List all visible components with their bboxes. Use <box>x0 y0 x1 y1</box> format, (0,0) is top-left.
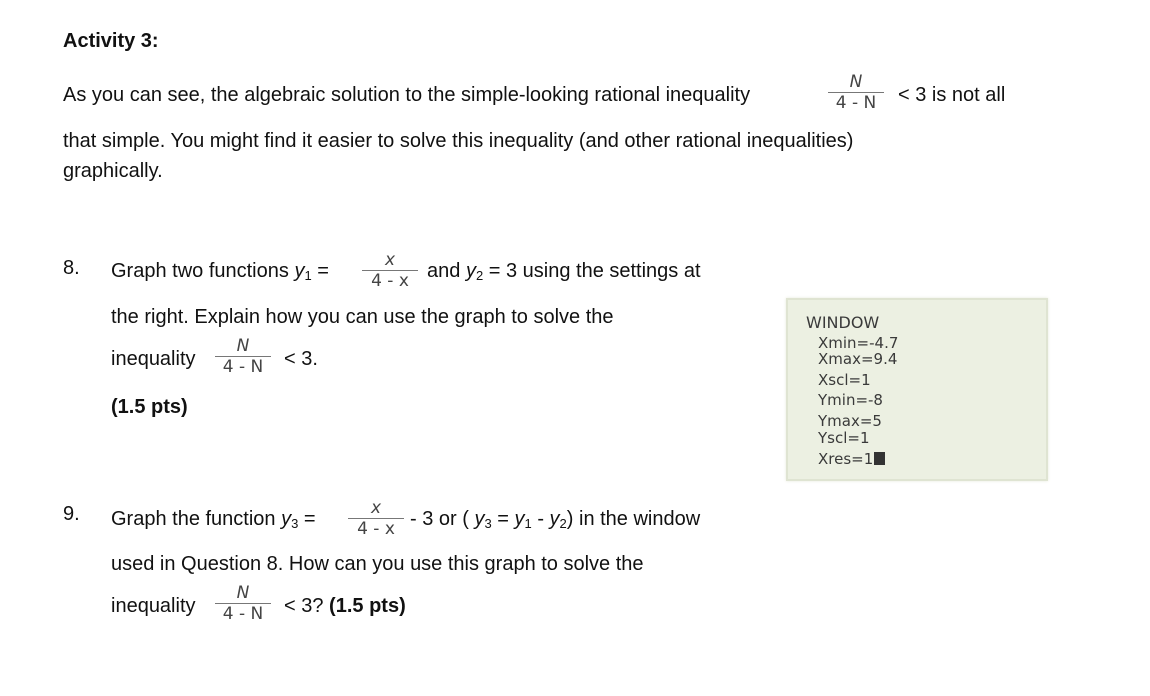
q9-equals: = <box>303 508 316 530</box>
q9-text-3: ) in the window <box>566 508 701 530</box>
q9-fraction-1 <box>346 498 406 539</box>
q8-fraction-2-denominator: 4 - N <box>222 357 264 377</box>
window-xres-text: Xres=1 <box>818 450 874 468</box>
q8-line-1 <box>111 260 329 283</box>
q9-line-1 <box>111 508 316 531</box>
q9-y3b-sub: 3 <box>484 516 492 531</box>
cursor-block-icon <box>874 452 885 465</box>
q8-y1: y <box>294 260 305 282</box>
intro-line-3: graphically. <box>63 160 163 182</box>
q8-fraction-1 <box>360 250 420 291</box>
q9-text-2: - 3 or ( <box>410 508 469 530</box>
window-xmax: Xmax=9.4 <box>818 350 898 368</box>
q9-y3-sub: 3 <box>291 516 299 531</box>
window-xmin: Xmin=-4.7 <box>818 334 899 352</box>
intro-line-2: that simple. You might find it easier to solve this inequality (and other rational inequalities) <box>63 130 854 152</box>
intro-fraction-denominator: 4 - N <box>835 93 877 113</box>
window-yscl: Yscl=1 <box>818 429 870 447</box>
q9-y3b: y <box>474 508 485 530</box>
q8-text-1: Graph two functions <box>111 260 289 282</box>
window-xres <box>818 452 885 467</box>
q8-text-2: and <box>427 260 461 282</box>
q9-y2-sub: 2 <box>559 516 567 531</box>
q8-fraction-1-denominator: 4 - x <box>371 271 409 291</box>
q8-line-2: the right. Explain how you can use the graph to solve the <box>111 306 614 328</box>
window-xscl: Xscl=1 <box>818 371 871 389</box>
q9-y1-sub: 1 <box>524 516 532 531</box>
q9-fraction-2-denominator: 4 - N <box>222 604 264 624</box>
q8-inequality-word: inequality <box>111 348 196 370</box>
q9-fraction-1-denominator: 4 - x <box>357 519 395 539</box>
q9-inequality-tail <box>284 595 406 618</box>
q9-text-1: Graph the function <box>111 508 276 530</box>
q9-line-1-tail <box>410 508 700 531</box>
q8-fraction-2-numerator: N <box>236 336 250 356</box>
q8-line-1-tail <box>427 260 701 283</box>
q9-fraction-2 <box>213 583 273 624</box>
q9-number: 9. <box>63 503 80 525</box>
q9-inequality-word: inequality <box>111 595 196 617</box>
window-ymin: Ymin=-8 <box>818 391 883 409</box>
q9-minus: - <box>537 508 544 530</box>
q8-y1-sub: 1 <box>304 268 312 283</box>
intro-line-1-tail: < 3 is not all <box>898 84 1006 106</box>
intro-fraction <box>826 72 886 113</box>
q9-fraction-2-numerator: N <box>236 583 250 603</box>
window-title: WINDOW <box>806 313 880 332</box>
q9-y2: y <box>549 508 560 530</box>
q9-points: (1.5 pts) <box>329 595 406 617</box>
q8-equals: = <box>317 260 329 282</box>
intro-line-1: As you can see, the algebraic solution to the simple-looking rational inequality <box>63 84 751 106</box>
q9-line-2: used in Question 8. How can you use this graph to solve the <box>111 553 644 575</box>
window-ymax: Ymax=5 <box>818 412 882 430</box>
q8-fraction-2 <box>213 336 273 377</box>
q8-fraction-1-numerator: x <box>384 250 396 270</box>
q9-inequality-after: < 3? <box>284 595 324 617</box>
q8-y2-sub: 2 <box>475 268 484 283</box>
q8-text-3: = 3 using the settings at <box>488 260 701 282</box>
q8-y2: y <box>465 260 476 282</box>
q8-points: (1.5 pts) <box>111 396 188 418</box>
intro-fraction-numerator: N <box>849 72 863 92</box>
activity-heading: Activity 3: <box>63 30 159 52</box>
q9-fraction-1-numerator: x <box>370 498 382 518</box>
q9-y3: y <box>281 508 292 530</box>
q9-y1: y <box>514 508 525 530</box>
calculator-window-settings <box>786 298 1048 481</box>
q9-equals-2: = <box>497 508 509 530</box>
q8-number: 8. <box>63 257 80 279</box>
q8-inequality-tail: < 3. <box>284 348 318 370</box>
